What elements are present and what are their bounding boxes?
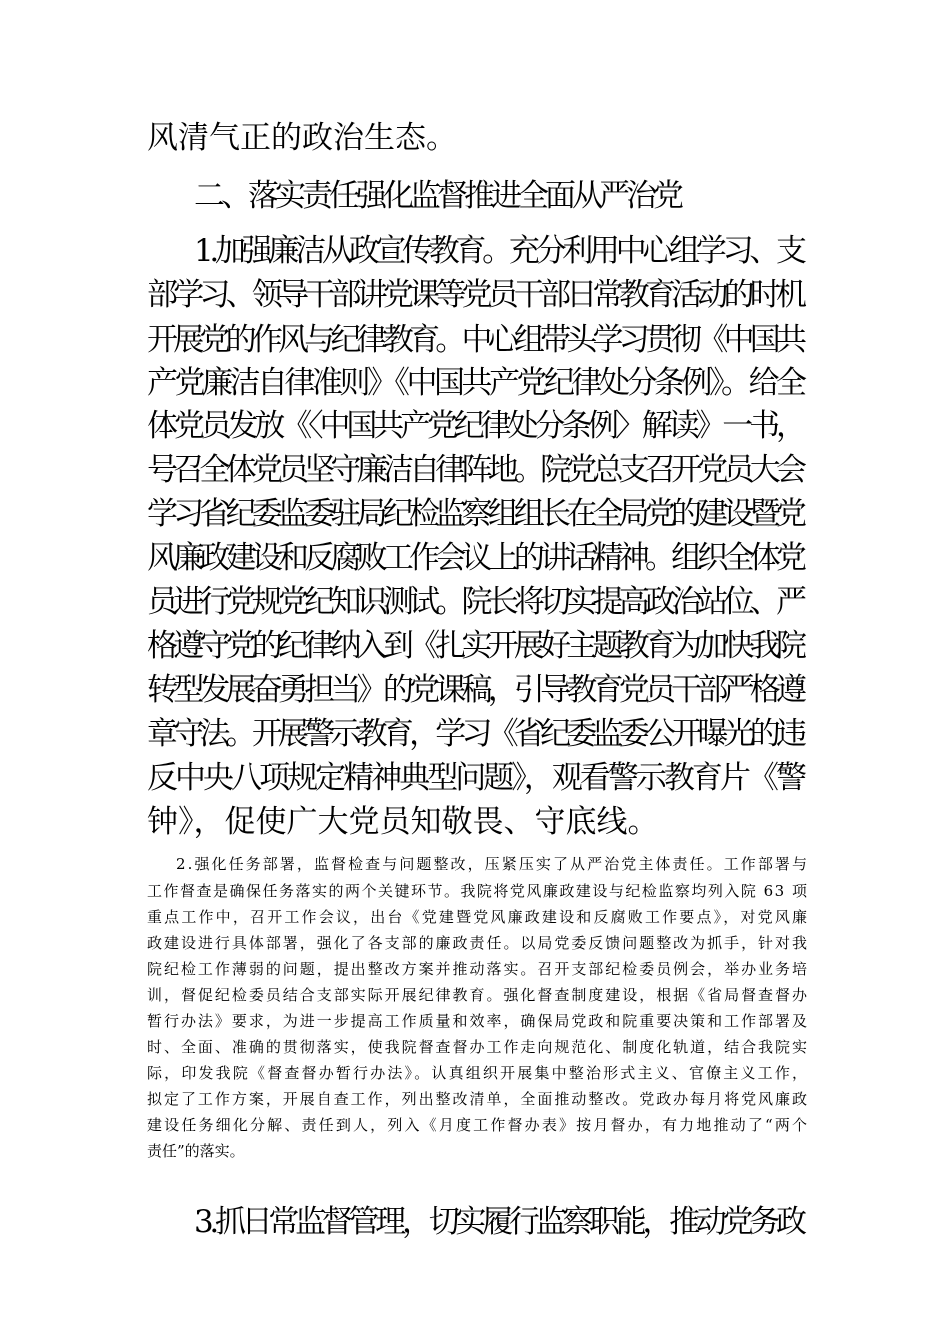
paragraph-line: 部学习、领导干部讲党课等党员干部日常教育活动的时机: [147, 277, 803, 313]
paragraph-line: 训，督促纪检委员结合支部实际开展纪律教育。强化督查制度建设，根据《省局督查督办: [147, 986, 809, 1004]
paragraph-3-line: 3.抓日常监督管理，切实履行监察职能，推动党务政: [194, 1204, 803, 1240]
paragraph-line: 暂行办法》要求，为进一步提高工作质量和效率，确保局党政和院重要决策和工作部署及: [147, 1012, 809, 1030]
paragraph-line: 重点工作中，召开工作会议，出台《党建暨党风廉政建设和反腐败工作要点》，对党风廉: [147, 908, 810, 926]
paragraph-line: 员进行党规党纪知识测试。院长将切实提高政治站位、严: [147, 584, 803, 620]
paragraph-line: 钟》，促使广大党员知敬畏、守底线。: [147, 804, 659, 840]
intro-line: 风清气正的政治生态。: [147, 120, 457, 156]
paragraph-line: 产党廉洁自律准则》《中国共产党纪律处分条例》。给全: [147, 365, 804, 401]
paragraph-line: 建设任务细化分解、责任到人，列入《月度工作督办表》按月督办，有力地推动了“两个: [147, 1116, 810, 1134]
paragraph-line: 学习省纪委监委驻局纪检监察组组长在全局党的建设暨党: [147, 496, 803, 532]
paragraph-line: 开展党的作风与纪律教育。中心组带头学习贯彻《中国共: [147, 322, 803, 358]
paragraph-line: 时、全面、准确的贯彻落实，使我院督查督办工作走向规范化、制度化轨道，结合我院实: [147, 1038, 809, 1056]
paragraph-line: 格遵守党的纪律纳入到《扎实开展好主题教育为加快我院: [147, 628, 803, 664]
paragraph-line: 反中央八项规定精神典型问题》，观看警示教育片《警: [147, 760, 805, 796]
paragraph-line: 工作督查是确保任务落实的两个关键环节。我院将党风廉政建设与纪检监察均列入院 63 项: [147, 882, 809, 900]
paragraph-line: 责任”的落实。: [147, 1142, 245, 1160]
paragraph-line: 转型发展奋勇担当》的党课稿，引导教育党员干部严格遵: [147, 672, 803, 708]
paragraph-line: 2.强化任务部署，监督检查与问题整改，压紧压实了从严治党主体责任。工作部署与: [176, 855, 810, 873]
paragraph-line: 际，印发我院《督查督办暂行办法》。认真组织开展集中整治形式主义、官僚主义工作，: [147, 1064, 810, 1082]
paragraph-line: 风廉政建设和反腐败工作会议上的讲话精神。组织全体党: [147, 540, 803, 576]
paragraph-line: 拟定了工作方案，开展自查工作，列出整改清单，全面推动整改。党政办每月将党风廉政: [147, 1090, 809, 1108]
paragraph-line: 体党员发放《〈中国共产党纪律处分条例〉解读》一书，: [147, 408, 803, 444]
section-heading: 二、落实责任强化监督推进全面从严治党: [194, 178, 680, 214]
paragraph-line: 章守法。开展警示教育，学习《省纪委监委公开曝光的违: [147, 716, 803, 752]
paragraph-line: 院纪检工作薄弱的问题，提出整改方案并推动落实。召开支部纪检委员例会，举办业务培: [147, 960, 809, 978]
paragraph-line: 政建设进行具体部署，强化了各支部的廉政责任。以局党委反馈问题整改为抓手，针对我: [147, 934, 809, 952]
paragraph-line: 1.加强廉洁从政宣传教育。充分利用中心组学习、支: [194, 233, 803, 269]
paragraph-line: 号召全体党员坚守廉洁自律阵地。院党总支召开党员大会: [147, 452, 803, 488]
